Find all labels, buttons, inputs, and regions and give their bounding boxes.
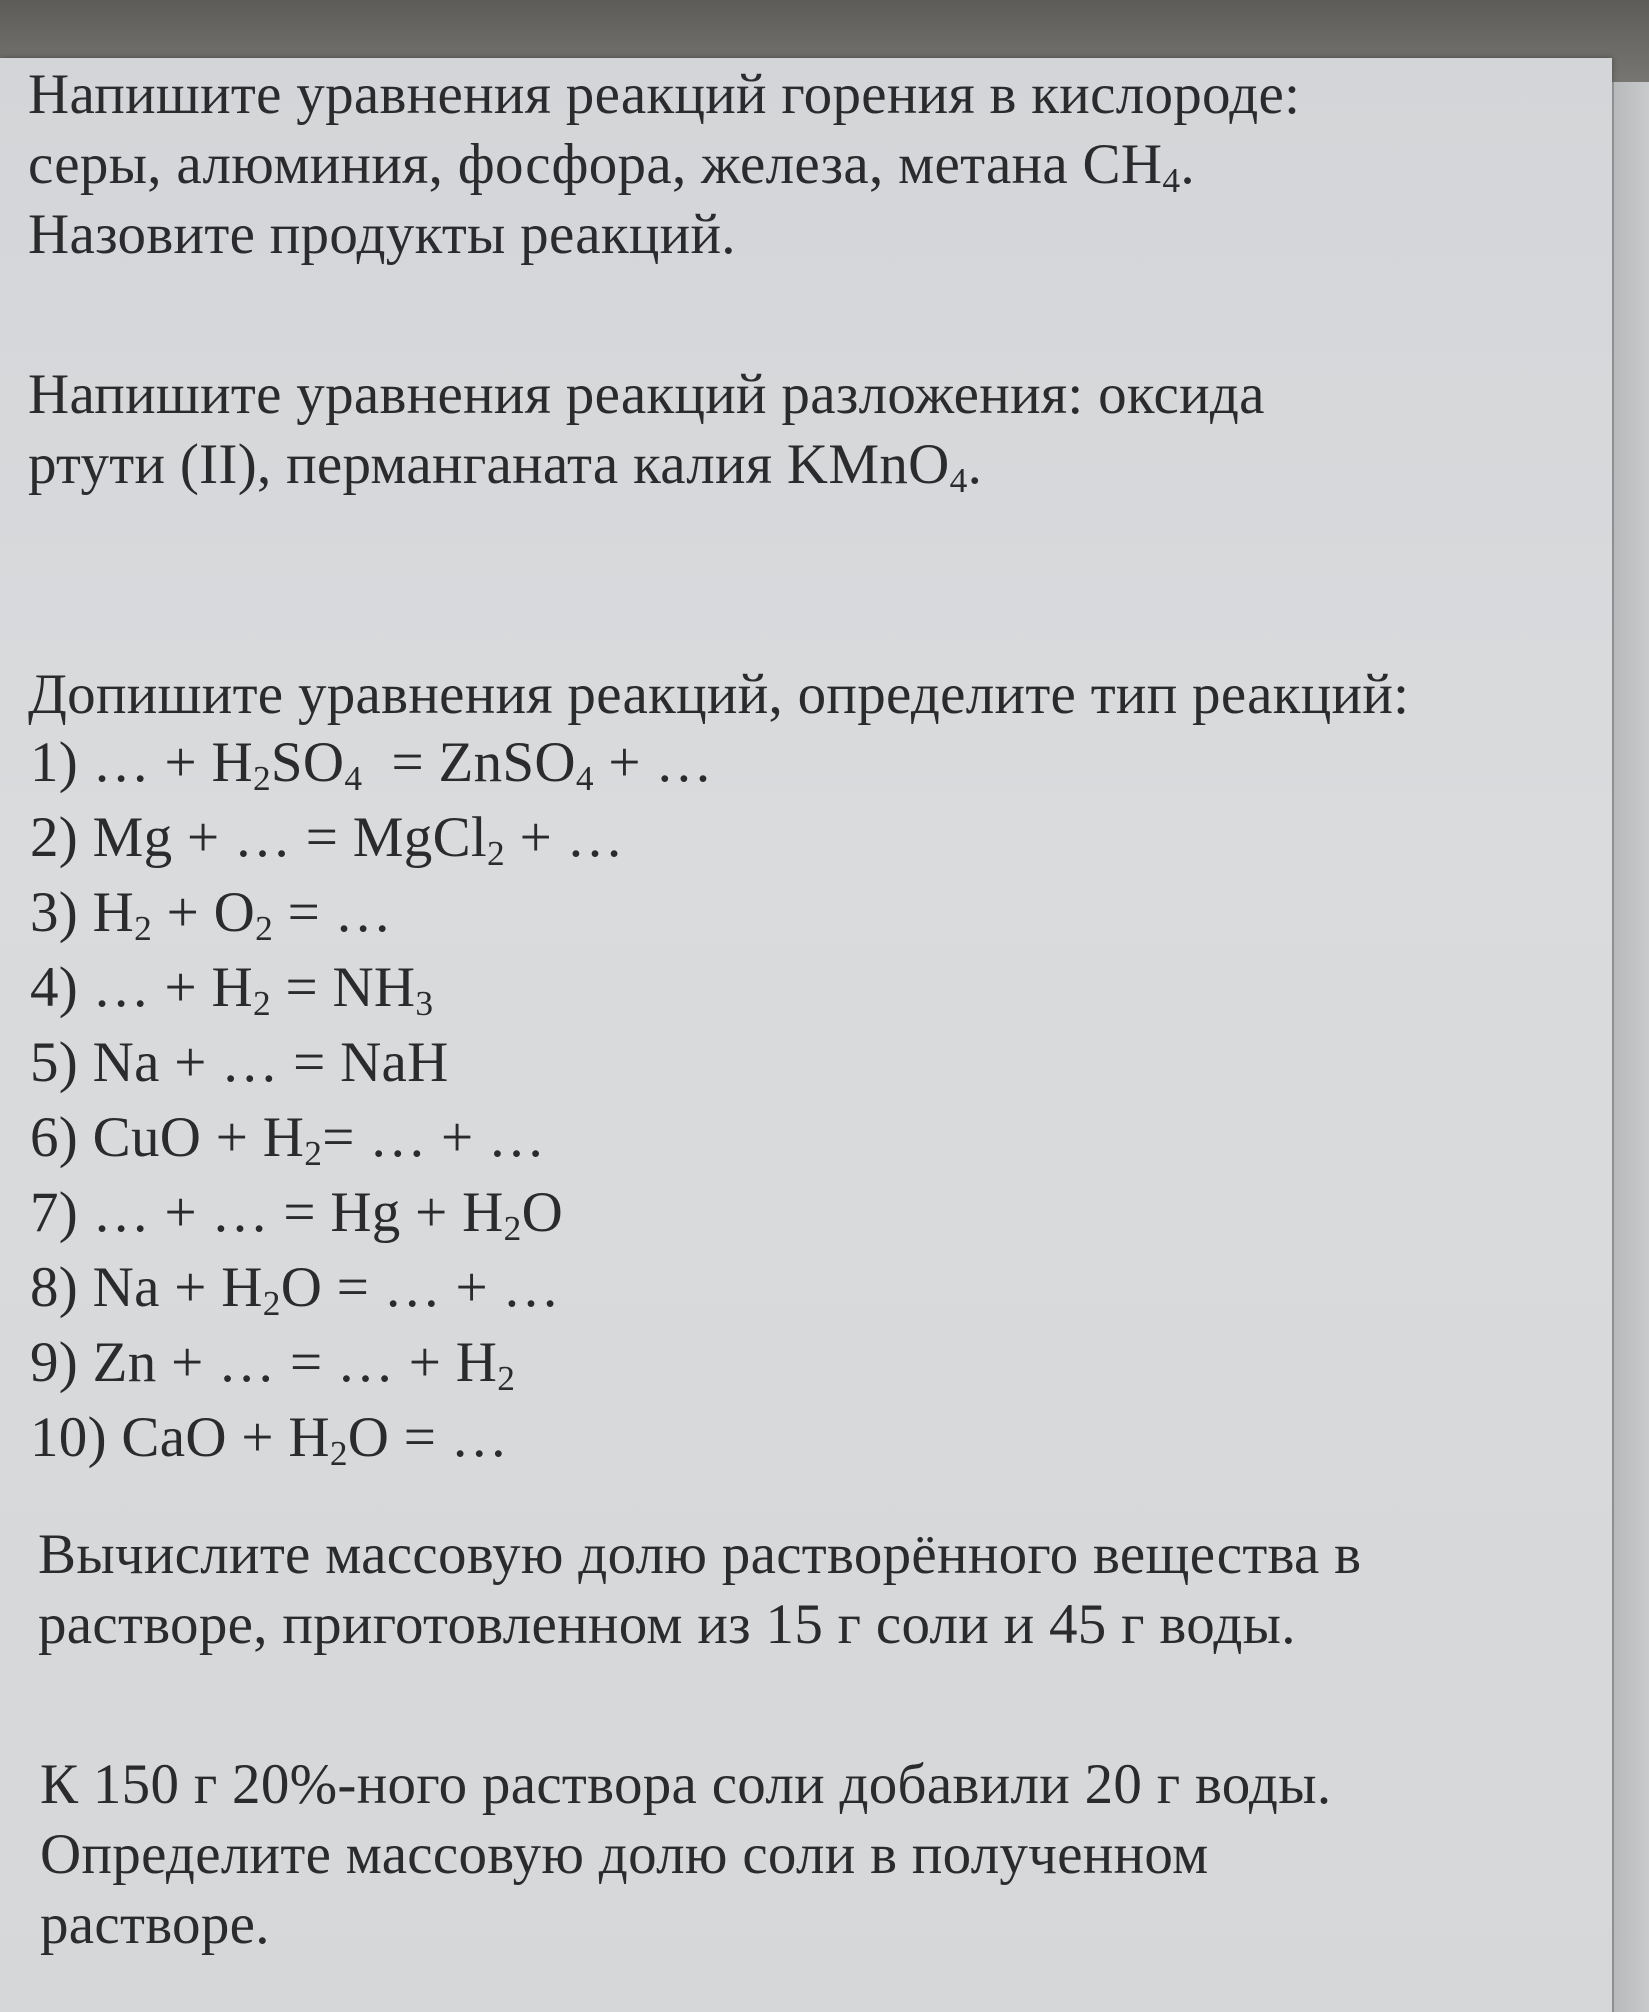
equation-9: 9) Zn + … = … + $H_2$ (30, 1331, 516, 1398)
equation-7: 7) … + … = $Hg + H_2O$ (30, 1181, 564, 1248)
task-complete-equations (28, 660, 1409, 730)
equation-list (30, 725, 713, 1475)
equation-1: 1) … + $H_2SO_4$ = ZnSO$_4$ + … (30, 731, 713, 798)
task-decomposition-line-1: Напишите уравнения реакций разложения: оксида (28, 363, 1265, 426)
task-mass-fraction-line-1: Вычислите массовую долю растворённого вещества в (38, 1523, 1362, 1586)
equation-2: 2) Mg + … = MgCl$_2$ + … (30, 806, 624, 873)
task-combustion-line-3: Назовите продукты реакций. (28, 203, 736, 266)
task-dilution-line-3: растворе. (40, 1893, 270, 1956)
task-combustion (28, 60, 1300, 270)
task-mass-fraction-line-2: растворе, приготовленном из 15 г соли и 45 г воды. (38, 1593, 1296, 1656)
equation-4: 4) … + $H_2 = NH_3$ (30, 956, 434, 1023)
equation-3: 3) $H_2 + O_2$ = … (30, 881, 392, 948)
equation-5: 5) Na + … = NaH (30, 1031, 449, 1094)
task-dilution-line-1: К 150 г 20%-ного раствора соли добавили 20 г воды. (40, 1753, 1332, 1816)
task-mass-fraction (38, 1520, 1361, 1660)
next-page-edge (1612, 82, 1649, 2012)
task-dilution (40, 1750, 1331, 1960)
equation-8: 8) $Na + H_2O$ = … + … (30, 1256, 560, 1323)
equation-10: 10) CaO + $H_2O$ = … (30, 1406, 509, 1473)
task-combustion-line-2: серы, алюминия, фосфора, железа, метана $CH_4$. (28, 133, 1195, 200)
task-decomposition-line-2: ртути (II), перманганата калия KMnO$_4$. (28, 433, 983, 500)
equation-6: 6) CuO + $H_2=$ … + … (30, 1106, 546, 1173)
task-dilution-line-2: Определите массовую долю соли в полученном (40, 1823, 1209, 1886)
task-decomposition (28, 360, 1265, 500)
task-complete-equations-heading: Допишите уравнения реакций, определите тип реакций: (28, 663, 1410, 726)
task-combustion-line-1: Напишите уравнения реакций горения в кислороде: (28, 63, 1301, 126)
